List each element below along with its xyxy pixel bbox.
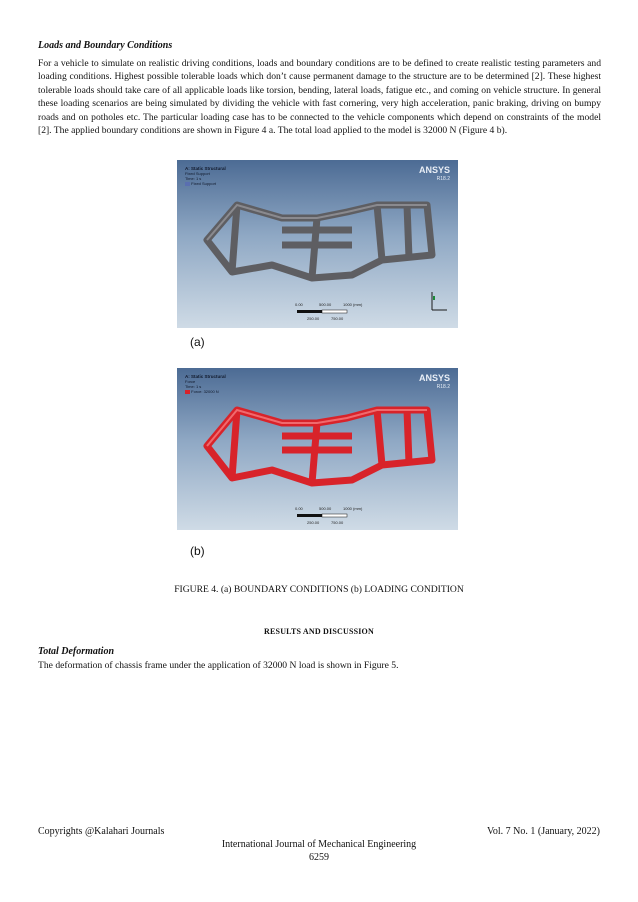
footer-copyright: Copyrights @Kalahari Journals <box>38 826 165 837</box>
footer-volume: Vol. 7 No. 1 (January, 2022) <box>486 826 600 837</box>
figure-label-b: (b) <box>190 544 205 558</box>
figure-panel-a: A: Static Structural Fixed Support Time: 1 s Fixed Support ANSYS R18.2 0.00 500.00 1000 (mm) 250.00 750.00 <box>177 160 458 328</box>
figure-legend: A: Static Structural Force Time: 1 s Force: 32000 N <box>185 374 226 394</box>
figure-caption: FIGURE 4. (a) BOUNDARY CONDITIONS (b) LOADING CONDITION <box>174 584 464 595</box>
figure-legend: A: Static Structural Fixed Support Time: 1 s Fixed Support <box>185 166 226 186</box>
chassis-frame-image <box>177 160 458 328</box>
figure-panel-b: A: Static Structural Force Time: 1 s Force: 32000 N ANSYS R18.2 0.00 500.00 1000 (mm) 250.00 750.00 <box>177 368 458 530</box>
chassis-frame-image <box>177 368 458 530</box>
section-heading: Loads and Boundary Conditions <box>38 40 173 51</box>
ansys-logo: ANSYS R18.2 <box>418 165 450 182</box>
footer-journal: International Journal of Mechanical Engineering <box>221 839 417 850</box>
body-paragraph: For a vehicle to simulate on realistic driving conditions, loads and boundary conditions are to be defined to create realistic testing parameters and loading conditions. Highest possible tolerable loads which don’t cause permanent damage to the structure are to be determined [2]. These highest tolerable loads should take care of all applicable loads like torsion, bending, lateral loads, fatigue etc., and coming on vehicle structure. In general these loading scenarios are being simulated by dividing the vehicle with fast cornering, very high acceleration, panic braking, driving on bumpy roads and on potholes etc. The particular loading case has to be connected to the vehicle components which depend on constraints of the model [2]. The applied boundary conditions are shown in Figure 4 a. The total load applied to the model is 32000 N (Figure 4 b). <box>38 58 601 137</box>
section-title: RESULTS AND DISCUSSION <box>264 627 374 636</box>
body-paragraph: The deformation of chassis frame under the application of 32000 N load is shown in Figure 5. <box>38 660 399 671</box>
figure-label-a: (a) <box>190 335 205 349</box>
section-subheading: Total Deformation <box>38 646 115 657</box>
page-number: 6259 <box>309 852 329 863</box>
ansys-logo: ANSYS R18.2 <box>418 373 450 390</box>
